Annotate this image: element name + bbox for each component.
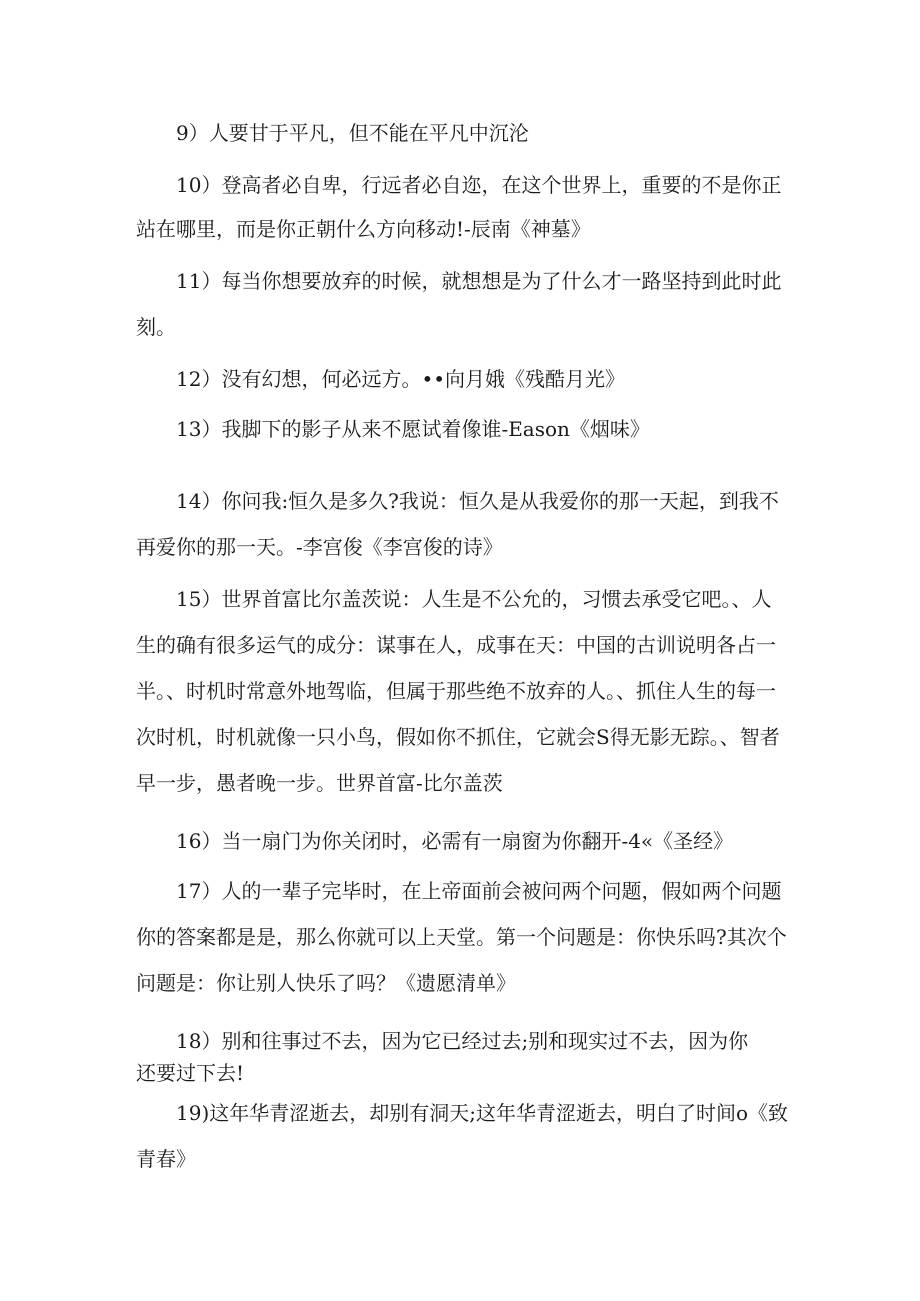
quote-19-line-1: 19)这年华青涩逝去，却别有洞天;这年华青涩逝去，明白了时间o《致 — [176, 1101, 789, 1125]
quote-15-line-3: 半。、时机时常意外地驾临，但属于那些绝不放弃的人。、抓住人生的每一 — [136, 679, 776, 703]
quote-13 — [136, 410, 796, 448]
quote-11 — [136, 262, 796, 346]
quote-10-line-2: 站在哪里，而是你正朝什么方向移动!-辰南《神墓》 — [136, 217, 591, 241]
quote-19-line-2: 青春》 — [136, 1147, 196, 1171]
quote-17-line-1: 17）人的一辈子完毕时，在上帝面前会被问两个问题，假如两个问题 — [176, 879, 782, 903]
quote-14-line-1: 14）你问我:恒久是多久?我说：恒久是从我爱你的那一天起，到我不 — [176, 489, 779, 513]
quote-18-line-1: 18）别和往事过不去，因为它已经过去;别和现实过不去，因为你 — [176, 1029, 749, 1053]
quote-15 — [136, 580, 796, 802]
quote-17-line-2: 你的答案都是是，那么你就可以上天堂。第一个问题是：你快乐吗?其次个 — [136, 925, 787, 949]
quote-15-line-4: 次时机，时机就像一只小鸟，假如你不抓住，它就会S得无影无踪。、智者 — [136, 725, 780, 749]
quote-17-line-3: 问题是：你让别人快乐了吗？《遗愿清单》 — [136, 971, 516, 995]
quote-18 — [136, 1022, 796, 1092]
quote-14-line-2: 再爱你的那一天。-李宫俊《李宫俊的诗》 — [136, 535, 503, 559]
quote-19 — [136, 1094, 796, 1178]
quote-12 — [136, 360, 796, 398]
quote-10-line-1: 10）登高者必自卑，行远者必自迩，在这个世界上，重要的不是你正 — [176, 173, 782, 197]
quote-15-line-2: 生的确有很多运气的成分：谋事在人，成事在天：中国的古训说明各占一 — [136, 633, 776, 657]
quote-11-line-2: 刻。 — [136, 315, 176, 339]
quote-13-line-1: 13）我脚下的影子从来不愿试着像谁-Eason《烟味》 — [176, 417, 650, 441]
quote-9-line-1: 9）人要甘于平凡，但不能在平凡中沉沦 — [176, 121, 529, 145]
quote-14 — [136, 482, 796, 566]
quote-10 — [136, 166, 796, 248]
quote-16 — [136, 822, 796, 860]
quote-15-line-5: 早一步，愚者晚一步。世界首富-比尔盖茨 — [136, 771, 503, 795]
quote-16-line-1: 16）当一扇门为你关闭时，必需有一扇窗为你翻开-4«《圣经》 — [176, 829, 734, 853]
quote-12-line-1: 12）没有幻想，何必远方。••向月娥《残酷月光》 — [176, 367, 626, 391]
quote-18-line-2: 还要过下去! — [136, 1061, 245, 1085]
quote-11-line-1: 11）每当你想要放弃的时候，就想想是为了什么才一路坚持到此时此 — [176, 269, 782, 293]
quote-17 — [136, 872, 796, 1002]
quote-9 — [136, 114, 796, 152]
quote-15-line-1: 15）世界首富比尔盖茨说：人生是不公允的，习惯去承受它吧。、人 — [176, 587, 772, 611]
